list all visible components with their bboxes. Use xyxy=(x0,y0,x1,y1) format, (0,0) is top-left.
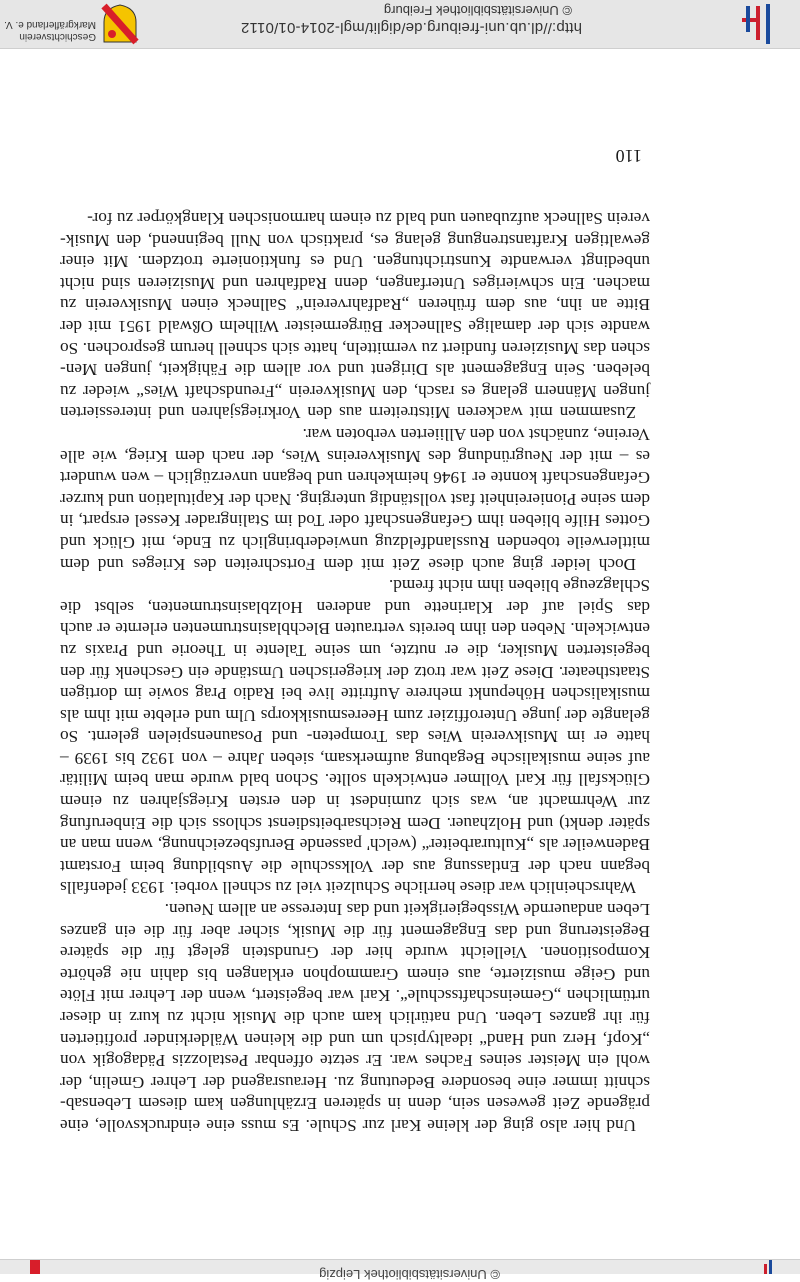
footer-url-link[interactable]: http://dl.ub.uni-freiburg.de/diglit/mgl-2014-01/0112 xyxy=(240,19,582,36)
society-name: Geschichtsverein Markgräflerland e. V. xyxy=(4,19,96,42)
paragraph: Wahrscheinlich war diese herrliche Schulzeit viel zu schnell vorbei. 1933 jedenfalls begann nach der Entlassung aus der Volksschule die Ausbildung beim Forstamt Badenweiler als „Kulturarbeiter“ (welch' passende Berufsbezeichnung, wenn man an später denkt) und Holzhauer. Dem Reichsarbeitsdienst schloss sich die Einberufung zur Wehrmacht an, was sich zumindest in den ersten Kriegsjahren zu einem Glücksfall für Karl Vollmer entwickeln sollte. Schon bald wurde man beim Militär auf seine musikalische Begabung aufmerksam, sieben Jahre – von 1932 bis 1939 – hatte er im Musikverein Wies das Trompeten- und Posaunenspielen gelernt. So gelangte der junge Unteroffizier zum Heeresmusikkorps Ulm und erlebte mit ihm als musikalischen Höhepunkt mehrere Auftritte live bei Radio Prag sowie im dortigen Staatstheater. Diese Zeit war trotz der kriegerischen Umstände ein Geschenk für den begeisterten Musiker, die er nutzte, um seine Talente in Theorie und Praxis zu entwickeln. Neben den ihm bereits vertrauten Blechblasinstrumenten erlernte er auch das Spiel auf der Klarinette und anderen Holzblasinstrumenten, selbst die Schlagzeuge blieben ihm nicht fremd. xyxy=(60,576,650,898)
browser-top-text: © Universitätsbibliothek Leipzig xyxy=(319,1267,500,1282)
paragraph: Und hier also ging der kleine Karl zur Schule. Es muss eine eindrucksvolle, eine prägende Zeit gewesen sein, denn in späteren Erzählungen kam diesem Lebensabschnitt immer eine besondere Bedeutung zu. Herausragend der Lehrer Gmelin, der wohl ein Meister seines Faches war. Er setzte offenbar Pestalozzis Pädagogik von „Kopf, Herz und Hand“ idealtypisch um und die kleinen Wälderkinder profitierten für ihr ganzes Leben. Und natürlich kam auch die Musik nicht zu kurz in dieser urtümlichen „Gemeinschaftsschule“. Karl war begeistert, wenn der Lehrer mit Flöte und Geige musizierte, aus einem Grammophon erklangen bis dahin nie gehörte Kompositionen. Vielleicht wurde hier der Grundstein gelegt für die spätere Begeisterung und das Engagement für die Musik, sicher aber für die ein ganzes Leben andauernde Wissbegierigkeit und das Interesse an allem Neuen. xyxy=(60,900,650,1135)
paragraph: Doch leider ging auch diese Zeit mit dem Fortschreiten des Krieges und dem mittlerweile tobenden Russlandfeldzug unwiederbringlich zu Ende, mit Glück und Gottes Hilfe blieben ihm Gefangenschaft oder Tod im Stalingrader Kessel erspart, in dem seine Pioniereinheit fast vollständig unterging. Nach der Kapitulation und kurzer Gefangenschaft konnte er 1946 heimkehren und begann unverzüglich – wen wundert es – mit der Neugründung des Musikvereins Wies, der nach dem Krieg, wie alle Vereine, zunächst von den Alliierten verboten war. xyxy=(60,425,650,574)
paragraph: Zusammen mit wackeren Mitstreitern aus den Vorkriegsjahren und interessierten jungen Männern gelang es rasch, den Musikverein „Freundschaft Wies“ wieder zu beleben. Sein Engagement als Dirigent und vor allem die Fähigkeit, jungen Menschen das Musizieren fundiert zu vermitteln, hatte sich schnell herum gesprochen. So wandte sich der damalige Sallnecker Bürgermeister Wilhelm Oßwald 1951 mit der Bitte an ihn, aus dem früheren „Radfahrverein“ Sallneck einen Musikverein zu machen. Ein schwieriges Unterfangen, denn Radfahren und Musizieren sind nicht unbedingt verwandte Kunstrichtungen. Und es funktionierte trotzdem. Mit einer gewaltigen Kraftanstrengung gelang es, praktisch von Null beginnend, den Musikverein Sallneck aufzubauen und bald zu einem harmonischen Klangkörper zu for- xyxy=(60,209,650,423)
page-number: 110 xyxy=(615,146,642,166)
browser-top-bar xyxy=(0,1259,800,1282)
footer-bar xyxy=(0,0,800,49)
university-logo-icon xyxy=(758,1260,772,1274)
page-text-block xyxy=(60,207,650,1136)
society-logo-icon xyxy=(28,1260,42,1274)
university-freiburg-logo-icon xyxy=(736,2,776,46)
society-coat-of-arms-icon xyxy=(100,4,140,44)
footer-copyright: © Universitätsbibliothek Freiburg xyxy=(383,3,572,18)
